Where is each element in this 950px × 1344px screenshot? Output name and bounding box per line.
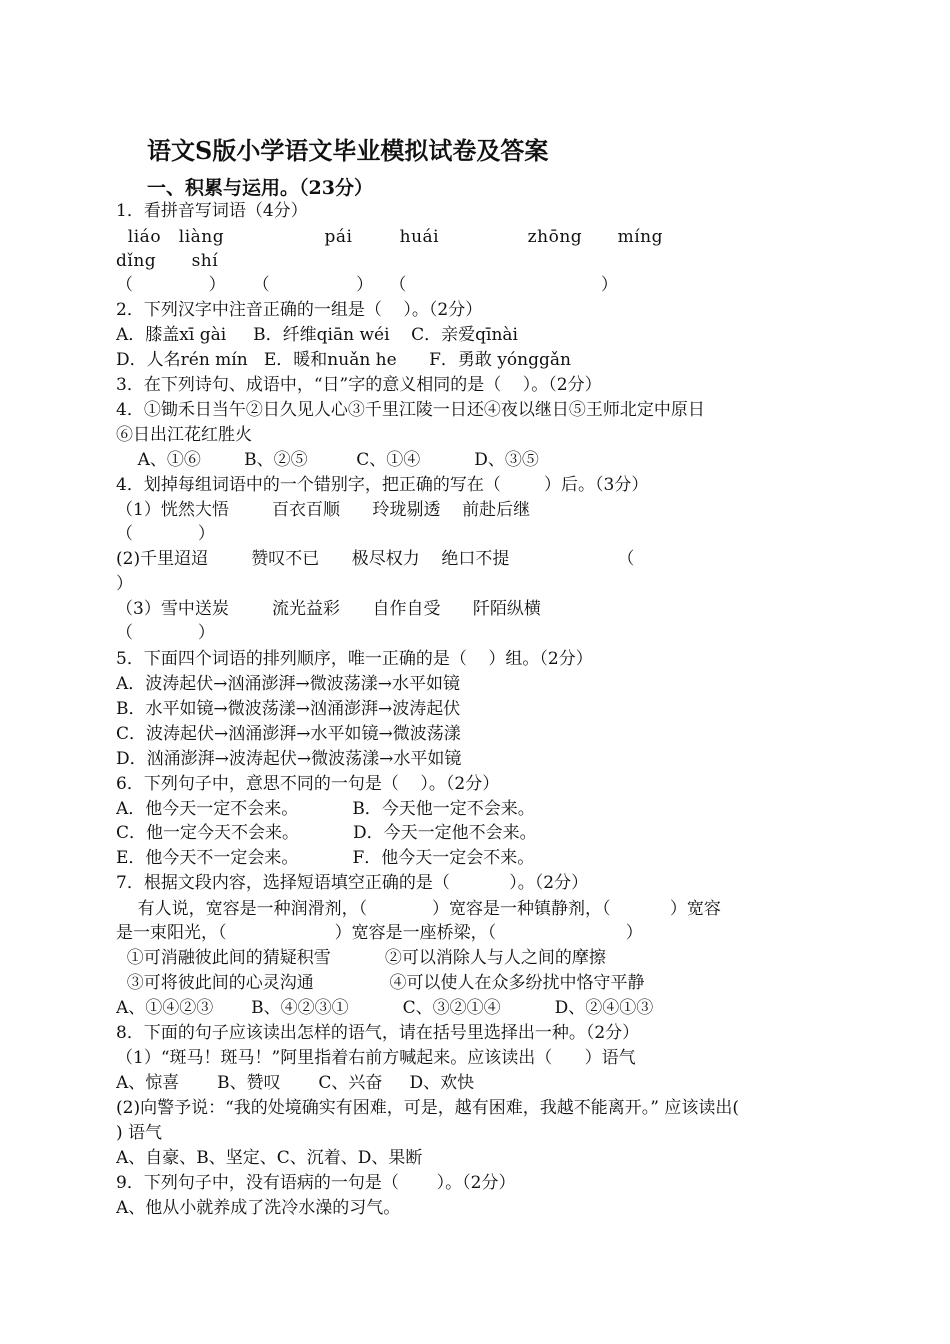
question-4: 4．①锄禾日当午②日久见人心③千里江陵一日还④夜以继日⑤王师北定中原日 [116, 400, 705, 420]
question-1: 1．看拼音写词语（4分） [116, 201, 308, 221]
answer-blank: （ ） [116, 623, 215, 643]
page-title: 语文S版小学语文毕业模拟试卷及答案 [147, 136, 549, 165]
sentence-2: (2)向警予说：“我的处境确实有困难，可是，越有困难，我越不能离开。” 应该读出( [116, 1098, 739, 1118]
question-5: 5．下面四个词语的排列顺序，唯一正确的是（ ）组。（2分） [116, 649, 593, 669]
question-3: 3．在下列诗句、成语中，“日”字的意义相同的是（ ）。（2分） [116, 375, 602, 395]
question-9: 9．下列句子中，没有语病的一句是（ ）。（2分） [116, 1173, 516, 1193]
option-line: A．他今天一定不会来。 B．今天他一定不会来。 [116, 799, 535, 819]
option-line: C．波涛起伏→汹涌澎湃→水平如镜→微波荡漾 [116, 724, 461, 744]
question-4-cont: ⑥日出江花红胜火 [116, 425, 252, 445]
question-8: 8．下面的句子应该读出怎样的语气，请在括号里选择出一种。（2分） [116, 1023, 640, 1043]
option-line: B．水平如镜→微波荡漾→汹涌澎湃→波涛起伏 [116, 699, 461, 719]
option-line: A、①④②③ B、④②③① C、③②①④ D、②④①③ [116, 998, 654, 1018]
pinyin-row-2: dǐng shí [116, 251, 219, 271]
word-group-3: （3）雪中送炭 流光益彩 自作自受 阡陌纵横 [116, 599, 541, 619]
section-heading: 一、积累与运用。（23分） [147, 177, 373, 199]
option-line: A．波涛起伏→汹涌澎湃→微波荡漾→水平如镜 [116, 674, 461, 694]
option-line: A、他从小就养成了洗冷水澡的习气。 [116, 1198, 401, 1218]
choice-line: ③可将彼此间的心灵沟通 ④可以使人在众多纷扰中恪守平静 [116, 973, 645, 993]
answer-blank: ） [116, 574, 133, 594]
question-6: 6．下列句子中，意思不同的一句是（ ）。（2分） [116, 774, 500, 794]
option-line: D．汹涌澎湃→波涛起伏→微波荡漾→水平如镜 [116, 749, 462, 769]
option-line: A、惊喜 B、赞叹 C、兴奋 D、欢快 [116, 1073, 475, 1093]
word-group-1: （1）恍然大悟 百衣百顺 玲珑剔透 前赴后继 [116, 500, 531, 520]
answer-blanks: （ ） （ ） （ ） [116, 275, 618, 295]
pinyin-row-1: liáo liàng pái huái zhōng míng [116, 227, 663, 247]
sentence-2-cont: ) 语气 [116, 1123, 163, 1143]
option-line: A、①⑥ B、②⑤ C、①④ D、③⑤ [116, 450, 539, 470]
option-line: A．膝盖xī gài B．纤维qiān wéi C．亲爱qīnài [116, 325, 518, 345]
option-line: C．他一定今天不会来。 D．今天一定他不会来。 [116, 823, 537, 843]
sentence-1: （1）“斑马！斑马！”阿里指着右前方喊起来。应该读出（ ）语气 [116, 1048, 636, 1068]
question-4b: 4．划掉每组词语中的一个错别字，把正确的写在（ ）后。（3分） [116, 475, 649, 495]
answer-blank: （ ） [116, 524, 215, 544]
question-7: 7．根据文段内容，选择短语填空正确的是（ ）。（2分） [116, 873, 589, 893]
option-line: D．人名rén mín E．暖和nuǎn he F．勇敢 yónggǎn [116, 350, 571, 370]
option-line: E．他今天不一定会来。 F．他今天一定会不来。 [116, 848, 535, 868]
passage-line: 是一束阳光，（ ）宽容是一座桥梁，（ ） [116, 923, 643, 943]
choice-line: ①可消融彼此间的猜疑积雪 ②可以消除人与人之间的摩擦 [116, 948, 606, 968]
option-line: A、自豪、B、坚定、C、沉着、D、果断 [116, 1148, 423, 1168]
passage-line: 有人说，宽容是一种润滑剂，（ ）宽容是一种镇静剂，（ ）宽容 [116, 899, 721, 919]
question-2: 2．下列汉字中注音正确的一组是（ ）。（2分） [116, 300, 483, 320]
word-group-2: (2)千里迢迢 赞叹不已 极尽权力 绝口不提 （ [116, 549, 635, 569]
